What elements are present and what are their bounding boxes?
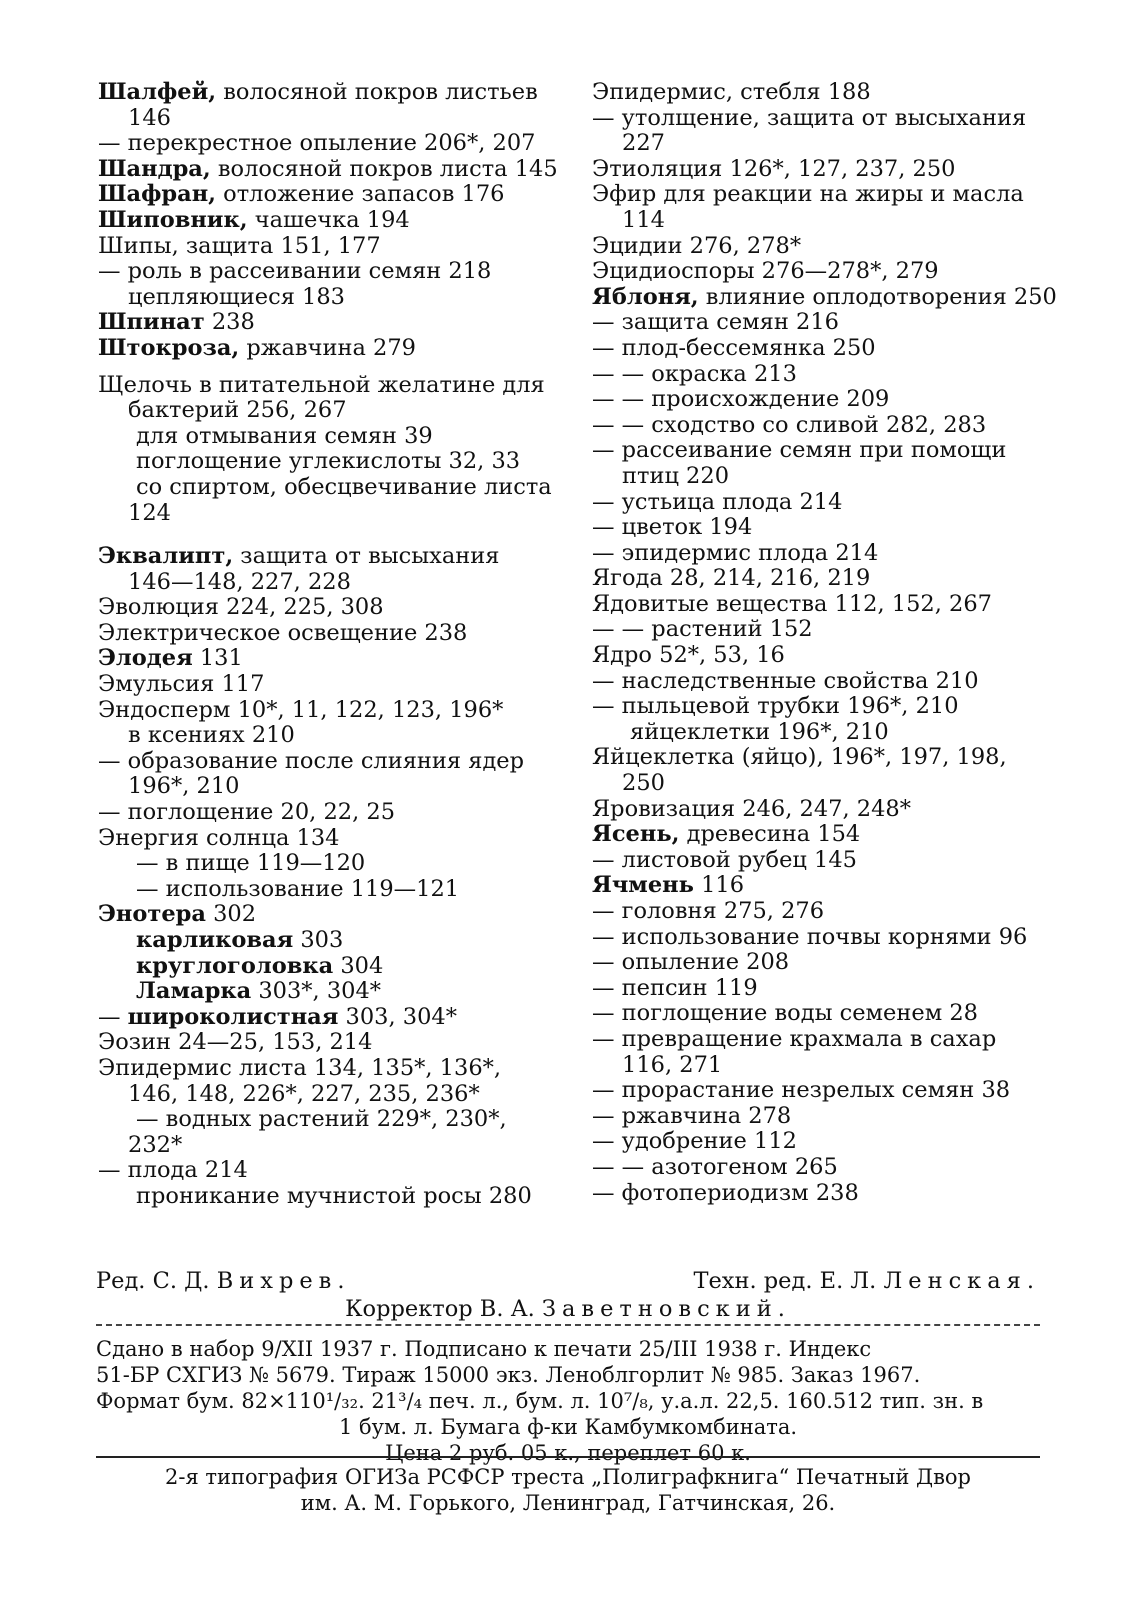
imprint-line: 51-БР СХГИЗ № 5679. Тираж 15000 экз. Леноблгорлит № 985. Заказ 1967. xyxy=(96,1363,921,1387)
index-entry xyxy=(98,979,558,1005)
entry-text: чашечка 194 xyxy=(247,206,410,233)
index-entry xyxy=(592,617,1052,643)
entry-text: — — растений 152 xyxy=(592,616,813,643)
entry-text: — плода 214 xyxy=(98,1157,248,1184)
printer-info xyxy=(96,1464,1040,1516)
entry-text: Эцидии 276, 278* xyxy=(592,232,802,259)
index-entry xyxy=(592,669,1052,695)
index-entry xyxy=(98,570,558,596)
index-entry xyxy=(98,475,558,501)
entry-text: — головня 275, 276 xyxy=(592,898,825,924)
index-entry xyxy=(98,902,558,928)
credits xyxy=(96,1268,1040,1322)
entry-text: 250 xyxy=(622,770,665,797)
index-entry xyxy=(98,1158,558,1184)
entry-text: 303, 304* xyxy=(338,1003,457,1030)
entry-text: Эмульсия 117 xyxy=(98,671,265,698)
index-entry xyxy=(98,851,558,877)
index-entry xyxy=(98,621,558,647)
index-entry xyxy=(592,771,1052,797)
index-entry xyxy=(592,464,1052,490)
index-entry xyxy=(98,310,558,336)
entry-text: 146 xyxy=(128,104,171,131)
index-entry xyxy=(592,592,1052,618)
tech-editor-label: Техн. ред. Е. Л. xyxy=(693,1268,877,1294)
index-entry xyxy=(98,672,558,698)
entry-text: Эозин 24—25, 153, 214 xyxy=(98,1029,373,1056)
index-entry xyxy=(592,1129,1052,1155)
entry-text: 196*, 210 xyxy=(128,773,240,800)
index-entry xyxy=(98,1030,558,1056)
entry-text: Ядро 52*, 53, 16 xyxy=(592,642,785,669)
index-entry xyxy=(592,899,1052,925)
entry-text: Этиоляция 126*, 127, 237, 250 xyxy=(592,155,956,182)
entry-text: — прорастание незрелых семян 38 xyxy=(592,1077,1011,1104)
entry-text: 227 xyxy=(622,130,665,157)
index-entry xyxy=(592,283,1057,311)
index-entry xyxy=(98,106,558,132)
entry-text: Ягода 28, 214, 216, 219 xyxy=(592,565,871,592)
index-entry xyxy=(98,877,558,903)
index-entry xyxy=(592,566,1052,592)
entry-text: — устьица плода 214 xyxy=(592,488,843,515)
entry-text: — — азотогеном 265 xyxy=(592,1153,838,1180)
entry-text: бактерий 256, 267 xyxy=(128,397,347,424)
entry-text: со спиртом, обесцвечивание листа xyxy=(136,473,552,500)
entry-text: защита от высыхания xyxy=(233,543,500,570)
entry-text: Ядовитые вещества 112, 152, 267 xyxy=(592,590,993,617)
entry-term: карликовая xyxy=(136,927,294,953)
entry-text: — поглощение 20, 22, 25 xyxy=(98,799,396,826)
corrector-name: Заветновский. xyxy=(542,1296,791,1322)
index-entry xyxy=(98,336,558,362)
entry-text: — ржавчина 278 xyxy=(592,1102,792,1129)
entry-text: 232* xyxy=(128,1131,183,1158)
entry-text: — рассеивание семян при помощи xyxy=(592,437,1007,464)
entry-text: 303 xyxy=(293,927,344,953)
index-entry xyxy=(592,362,1052,388)
index-entry xyxy=(98,1184,558,1210)
index-entry xyxy=(592,182,1052,208)
entry-text: Энергия солнца 134 xyxy=(98,824,340,851)
entry-text: 303*, 304* xyxy=(251,978,382,1005)
entry-term: Шандра, xyxy=(98,155,211,182)
entry-text: — xyxy=(98,1003,128,1030)
entry-term: Шалфей, xyxy=(98,79,217,105)
index-entry xyxy=(592,822,1052,848)
index-entry xyxy=(98,234,558,260)
index-entry xyxy=(98,424,558,450)
entry-text: отложение запасов 176 xyxy=(216,181,505,208)
index-entry xyxy=(592,336,1052,362)
entry-text: 114 xyxy=(622,206,665,233)
entry-text: — удобрение 112 xyxy=(592,1128,797,1155)
index-entry xyxy=(98,954,558,980)
index-entry xyxy=(592,797,1052,823)
index-entry xyxy=(98,80,558,106)
index-entry xyxy=(592,873,1052,899)
entry-term: Ячмень xyxy=(592,872,694,899)
entry-text: 124 xyxy=(128,499,171,526)
index-entry xyxy=(98,449,558,475)
entry-term: Штокроза, xyxy=(98,334,240,361)
index-entry xyxy=(98,131,558,157)
index-entry xyxy=(592,976,1052,1002)
entry-text: 116 xyxy=(693,872,745,899)
entry-text: Яйцеклетка (яйцо), 196*, 197, 198, xyxy=(592,744,1007,771)
index-entry xyxy=(98,774,558,800)
entry-text: Эпидермис, стебля 188 xyxy=(592,79,871,105)
index-entry xyxy=(592,1053,1052,1079)
index-entry xyxy=(592,515,1052,541)
entry-term: широколистная xyxy=(127,1003,339,1030)
index-entry xyxy=(592,234,1052,260)
index-entry xyxy=(592,208,1052,234)
index-entry xyxy=(98,373,558,399)
entry-text: — опыление 208 xyxy=(592,949,790,976)
entry-text: — наследственные свойства 210 xyxy=(592,667,979,694)
index-entry xyxy=(592,259,1052,285)
entry-text: 302 xyxy=(205,901,257,928)
entry-text: 146—148, 227, 228 xyxy=(128,568,351,595)
entry-text: — использование почвы корнями 96 xyxy=(592,923,1028,950)
index-entry xyxy=(98,698,558,724)
index-entry xyxy=(592,310,1052,336)
entry-term: Шиповник, xyxy=(98,206,248,233)
entry-text: проникание мучнистой росы 280 xyxy=(136,1182,532,1209)
index-entry xyxy=(98,259,558,285)
entry-text: — водных растений 229*, 230*, xyxy=(136,1106,507,1133)
entry-text: — эпидермис плода 214 xyxy=(592,539,879,566)
index-entry xyxy=(592,643,1052,669)
entry-text: яйцеклетки 196*, 210 xyxy=(630,718,889,745)
index-entry xyxy=(98,723,558,749)
index-entry xyxy=(592,1155,1052,1181)
index-entry xyxy=(98,182,558,208)
index-entry xyxy=(98,398,558,424)
price-line: Цена 2 руб. 05 к., переплет 60 к. xyxy=(385,1441,751,1465)
entry-text: — поглощение воды семенем 28 xyxy=(592,1000,978,1027)
entry-text: древесина 154 xyxy=(679,821,861,848)
entry-text: Эволюция 224, 225, 308 xyxy=(98,594,384,621)
imprint-block xyxy=(96,1336,1040,1466)
entry-text: цепляющиеся 183 xyxy=(128,283,345,310)
entry-text: — образование после слияния ядер xyxy=(98,747,525,774)
entry-text: Эпидермис листа 134, 135*, 136*, xyxy=(98,1054,502,1081)
entry-text: ржавчина 279 xyxy=(239,334,416,361)
corrector xyxy=(96,1296,1040,1322)
entry-text: волосяной покров листьев xyxy=(216,79,538,105)
entry-text: — фотопериодизм 238 xyxy=(592,1179,859,1206)
editor-name: Вихрев. xyxy=(216,1268,351,1294)
imprint-line: Сдано в набор 9/XII 1937 г. Подписано к печати 25/III 1938 г. Индекс xyxy=(96,1337,872,1361)
entry-text: — защита семян 216 xyxy=(592,309,839,336)
entry-term: круглоголовка xyxy=(136,952,334,979)
index-entry xyxy=(98,285,558,311)
index-entry xyxy=(592,745,1052,771)
entry-text: птиц 220 xyxy=(622,462,730,489)
entry-text: — цветок 194 xyxy=(592,514,753,541)
index-entry xyxy=(592,1001,1052,1027)
entry-text: Щелочь в питательной желатине для xyxy=(98,371,545,398)
entry-text: — утолщение, защита от высыхания xyxy=(592,104,1027,131)
index-entry xyxy=(592,80,1052,106)
index-column-left xyxy=(98,80,558,1210)
entry-term: Шафран, xyxy=(98,181,217,208)
entry-text: Эцидиоспоры 276—278*, 279 xyxy=(592,258,939,285)
index-entry xyxy=(98,1056,558,1082)
index-column-right xyxy=(592,79,1057,1206)
index-entry xyxy=(98,1005,558,1031)
entry-text: — роль в рассеивании семян 218 xyxy=(98,258,492,285)
index-entry xyxy=(592,157,1052,183)
entry-term: Эквалипт, xyxy=(98,543,234,570)
entry-text: 146, 148, 226*, 227, 235, 236* xyxy=(128,1080,480,1107)
entry-text: 131 xyxy=(192,645,243,672)
entry-text: Эфир для реакции на жиры и масла xyxy=(592,181,1024,208)
entry-text: — превращение крахмала в сахар xyxy=(592,1025,997,1052)
entry-text: Эндосперм 10*, 11, 122, 123, 196* xyxy=(98,696,504,723)
index-entry xyxy=(98,501,558,527)
index-entry xyxy=(592,720,1052,746)
index-entry xyxy=(98,208,558,234)
dashed-divider xyxy=(96,1324,1040,1326)
index-entry xyxy=(592,1027,1052,1053)
index-entry xyxy=(98,595,558,621)
index-entry xyxy=(592,1104,1052,1130)
entry-text: влияние оплодотворения 250 xyxy=(698,283,1057,310)
index-entry xyxy=(592,848,1052,874)
entry-term: Элодея xyxy=(98,645,193,672)
editor-label: Ред. С. Д. xyxy=(96,1268,210,1294)
entry-text: волосяной покров листа 145 xyxy=(210,155,558,182)
entry-text: — пепсин 119 xyxy=(592,974,758,1001)
credits-editors-row xyxy=(96,1268,1040,1296)
printer-line: 2-я типография ОГИЗа РСФСР треста „Полиграфкнига“ Печатный Двор xyxy=(165,1465,971,1489)
entry-text: — в пище 119—120 xyxy=(136,850,366,877)
index-entry xyxy=(592,925,1052,951)
entry-text: 304 xyxy=(333,952,384,979)
entry-term: Ламарка xyxy=(136,978,252,1005)
entry-text: — пыльцевой трубки 196*, 210 xyxy=(592,693,959,720)
index-entry xyxy=(98,826,558,852)
entry-text: — использование 119—121 xyxy=(136,875,460,902)
index-entry xyxy=(592,541,1052,567)
index-entry xyxy=(592,106,1052,132)
index-entry xyxy=(592,387,1052,413)
entry-text: для отмывания семян 39 xyxy=(136,422,433,449)
index-entry xyxy=(592,438,1052,464)
entry-text: Яровизация 246, 247, 248* xyxy=(592,795,911,822)
index-entry xyxy=(98,646,558,672)
imprint-line: 1 бум. л. Бумага ф-ки Камбумкомбината. xyxy=(338,1415,798,1439)
tech-editor-name: Ленская. xyxy=(883,1268,1040,1294)
imprint-line: Формат бум. 82×110¹/₃₂. 21³/₄ печ. л., бум. л. 10⁷/₈, у.а.л. 22,5. 160.512 тип. зн. в xyxy=(96,1389,984,1413)
index-entry xyxy=(592,1181,1052,1207)
entry-text: поглощение углекислоты 32, 33 xyxy=(136,448,521,475)
corrector-label: Корректор В. А. xyxy=(345,1296,535,1322)
solid-divider xyxy=(96,1456,1040,1458)
entry-term: Энотера xyxy=(98,901,206,928)
entry-text: — листовой рубец 145 xyxy=(592,846,857,873)
index-entry xyxy=(98,1082,558,1108)
index-entry xyxy=(592,490,1052,516)
index-entry xyxy=(98,544,558,570)
entry-text: 116, 271 xyxy=(622,1051,723,1078)
entry-text: 238 xyxy=(204,309,255,336)
index-entry xyxy=(98,928,558,954)
index-entry xyxy=(592,694,1052,720)
entry-text: — перекрестное опыление 206*, 207 xyxy=(98,130,536,157)
printer-line: им. А. М. Горького, Ленинград, Гатчинская, 26. xyxy=(300,1491,836,1515)
index-entry xyxy=(592,1078,1052,1104)
entry-text: Шипы, защита 151, 177 xyxy=(98,232,381,259)
index-entry xyxy=(592,950,1052,976)
entry-text: в ксениях 210 xyxy=(128,722,295,749)
entry-text: — плод-бессемянка 250 xyxy=(592,334,876,361)
editor xyxy=(96,1268,351,1294)
entry-text: Электрическое освещение 238 xyxy=(98,619,468,646)
tech-editor xyxy=(693,1268,1040,1294)
entry-text: — — происхождение 209 xyxy=(592,386,890,413)
index-entry xyxy=(98,749,558,775)
entry-term: Яблоня, xyxy=(592,283,699,310)
entry-term: Ясень, xyxy=(592,821,680,848)
index-entry xyxy=(98,800,558,826)
index-entry xyxy=(592,131,1052,157)
entry-text: — — окраска 213 xyxy=(592,360,797,387)
index-entry xyxy=(98,1107,558,1133)
index-entry xyxy=(592,413,1052,439)
entry-text: — — сходство со сливой 282, 283 xyxy=(592,411,987,438)
index-entry xyxy=(98,157,558,183)
entry-term: Шпинат xyxy=(98,309,205,336)
index-entry xyxy=(98,1133,558,1159)
